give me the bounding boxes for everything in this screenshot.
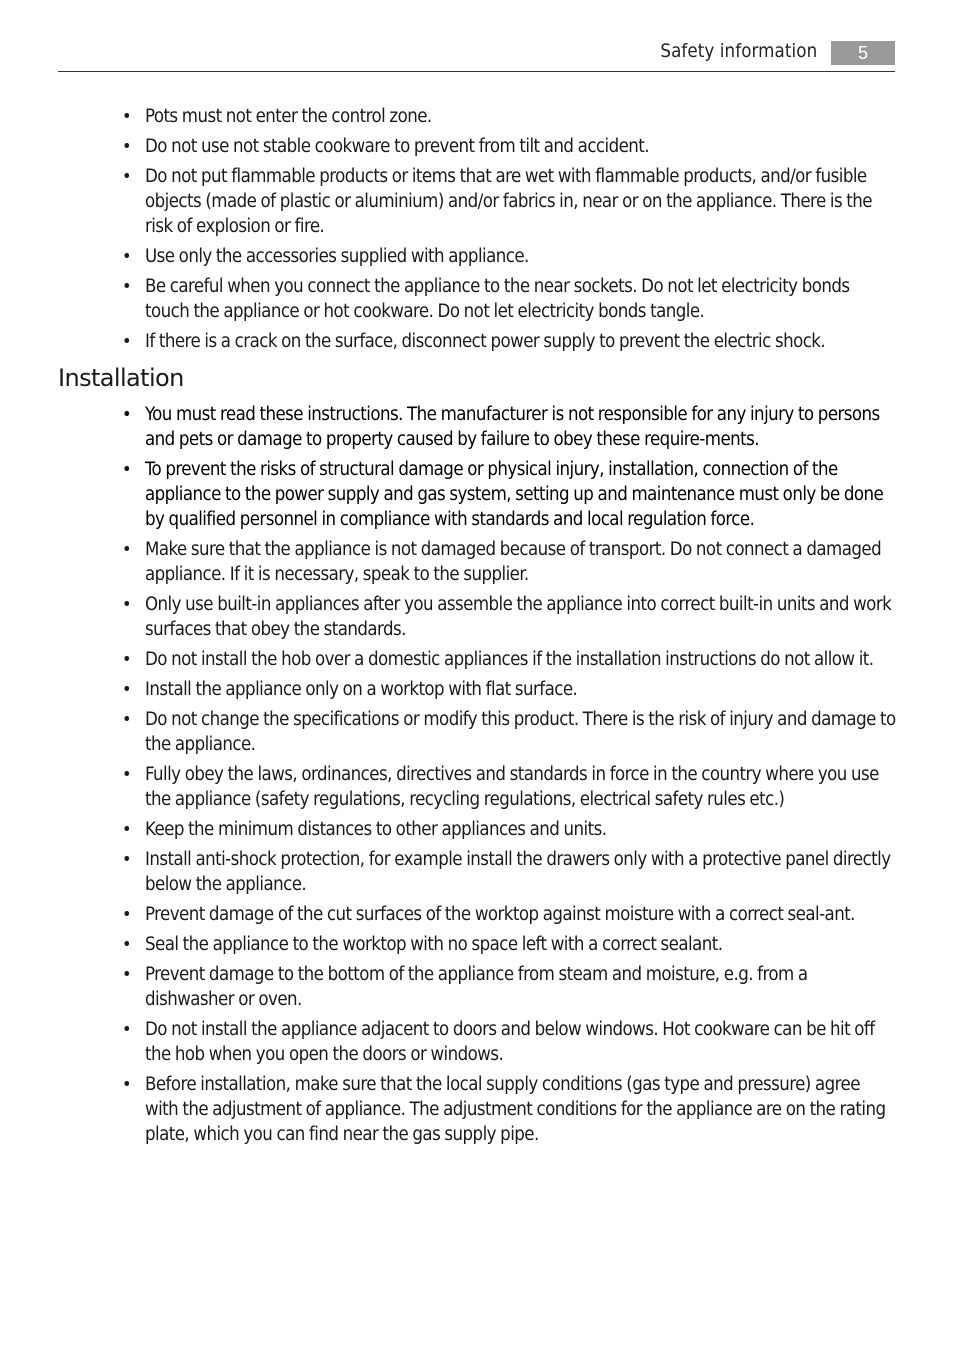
list-item: • Keep the minimum distances to other appliances and units.	[122, 817, 897, 842]
installation-heading: Installation	[58, 364, 184, 392]
list-item: • Before installation, make sure that the local supply conditions (gas type and pressure) agree with the adjustment of appliance. The adjustment conditions for the appliance are on the rating plate, which you can find near the gas supply pipe.	[122, 1072, 897, 1147]
list-item: • Do not install the appliance adjacent to doors and below windows. Hot cookware can be hit off the hob when you open the doors or windows.	[122, 1017, 897, 1067]
list-item: • Be careful when you connect the appliance to the near sockets. Do not let electricity bonds touch the appliance or hot cookware. Do not let electricity bonds tangle.	[122, 274, 897, 324]
list-item: • Use only the accessories supplied with appliance.	[122, 244, 897, 269]
page-number: 5	[831, 41, 895, 65]
list-item: • Do not change the specifications or modify this product. There is the risk of injury and damage to the appliance.	[122, 707, 897, 757]
list-item: • Install anti-shock protection, for example install the drawers only with a protective panel directly below the appliance.	[122, 847, 897, 897]
list-item: • Pots must not enter the control zone.	[122, 104, 897, 129]
list-item: • Prevent damage of the cut surfaces of the worktop against moisture with a correct seal-ant.	[122, 902, 897, 927]
list-item: • Do not put flammable products or items that are wet with flammable products, and/or fusible objects (made of plastic or aluminium) and/or fabrics in, near or on the appliance. There is the risk of explosion or fire.	[122, 164, 897, 239]
list-item: • Make sure that the appliance is not damaged because of transport. Do not connect a damaged appliance. If it is necessary, speak to the supplier.	[122, 537, 897, 587]
section-title: Safety information	[660, 40, 817, 62]
list-item: • You must read these instructions. The manufacturer is not responsible for any injury to persons and pets or damage to property caused by failure to obey these require-ments.	[122, 402, 897, 452]
list-item: • Prevent damage to the bottom of the appliance from steam and moisture, e.g. from a dishwasher or oven.	[122, 962, 897, 1012]
installation-list	[122, 402, 897, 1152]
list-item: • Do not use not stable cookware to prevent from tilt and accident.	[122, 134, 897, 159]
list-item: • Fully obey the laws, ordinances, directives and standards in force in the country where you use the appliance (safety regulations, recycling regulations, electrical safety rules etc.)	[122, 762, 897, 812]
list-item: • If there is a crack on the surface, disconnect power supply to prevent the electric shock.	[122, 329, 897, 354]
list-item: • Install the appliance only on a worktop with flat surface.	[122, 677, 897, 702]
list-item: • Only use built-in appliances after you assemble the appliance into correct built-in units and work surfaces that obey the standards.	[122, 592, 897, 642]
page-header	[58, 38, 895, 72]
safety-list	[122, 104, 897, 359]
list-item: • To prevent the risks of structural damage or physical injury, installation, connection of the appliance to the power supply and gas system, setting up and maintenance must only be done by qualified personnel in compliance with standards and local regulation force.	[122, 457, 897, 532]
list-item: • Do not install the hob over a domestic appliances if the installation instructions do not allow it.	[122, 647, 897, 672]
list-item: • Seal the appliance to the worktop with no space left with a correct sealant.	[122, 932, 897, 957]
